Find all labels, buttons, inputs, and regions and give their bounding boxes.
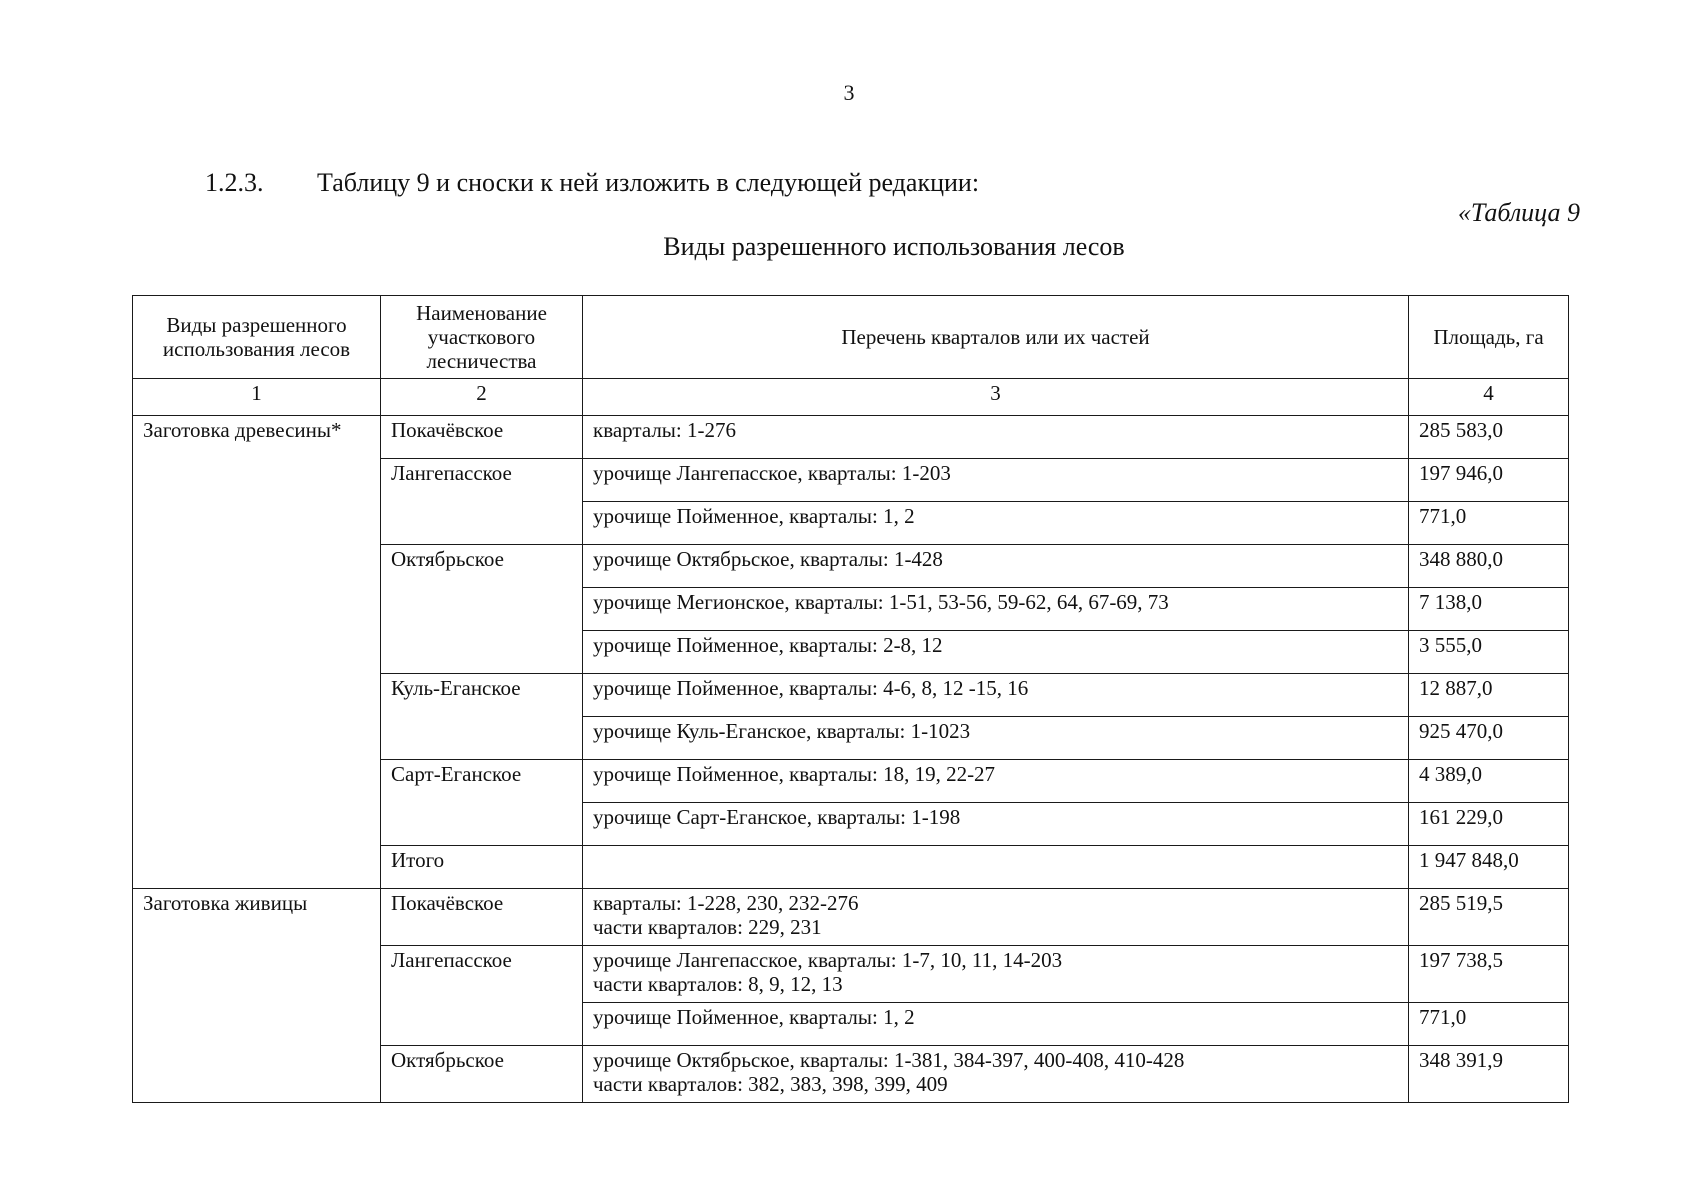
quarters-line: урочище Пойменное, кварталы: 18, 19, 22-27 [593, 762, 996, 786]
quarters-cell [583, 1046, 1409, 1103]
quarters-line: урочище Октябрьское, кварталы: 1-428 [593, 547, 943, 571]
quarters-cell [583, 717, 1409, 760]
header-quarters: Перечень кварталов или их частей [583, 296, 1409, 379]
area-cell: 3 555,0 [1409, 631, 1569, 674]
column-number: 4 [1409, 379, 1569, 416]
quarters-line: кварталы: 1-276 [593, 418, 736, 442]
quarters-cell [583, 889, 1409, 946]
quarters-cell [583, 502, 1409, 545]
amendment-item [205, 168, 979, 198]
area-cell: 197 738,5 [1409, 946, 1569, 1003]
table-header-row [133, 296, 1569, 379]
area-cell: 285 583,0 [1409, 416, 1569, 459]
quarters-cell [583, 588, 1409, 631]
forestry-cell: Сарт-Еганское [381, 760, 583, 846]
forest-use-table [132, 295, 1569, 1103]
quarters-line: урочище Сарт-Еганское, кварталы: 1-198 [593, 805, 961, 829]
column-number-row [133, 379, 1569, 416]
table-row [133, 889, 1569, 946]
quarters-cell [583, 545, 1409, 588]
item-number: 1.2.3. [205, 168, 264, 197]
quarters-line: урочище Лангепасское, кварталы: 1-7, 10, 11, 14-203 [593, 948, 1063, 972]
page-number: 3 [843, 80, 855, 105]
quarters-cell [583, 1003, 1409, 1046]
area-cell: 197 946,0 [1409, 459, 1569, 502]
forestry-cell: Лангепасское [381, 459, 583, 545]
quarters-cell [583, 803, 1409, 846]
area-cell: 348 880,0 [1409, 545, 1569, 588]
column-number: 2 [381, 379, 583, 416]
quarters-cell [583, 760, 1409, 803]
area-cell: 285 519,5 [1409, 889, 1569, 946]
quarters-line: урочище Лангепасское, кварталы: 1-203 [593, 461, 951, 485]
quarters-cell [583, 674, 1409, 717]
area-cell: 161 229,0 [1409, 803, 1569, 846]
column-number: 3 [583, 379, 1409, 416]
use-type-cell: Заготовка древесины* [133, 416, 381, 889]
quarters-cell [583, 459, 1409, 502]
table-body [133, 416, 1569, 1103]
quarters-line: части кварталов: 229, 231 [593, 915, 822, 939]
quarters-line: урочище Пойменное, кварталы: 1, 2 [593, 1005, 915, 1029]
forestry-cell: Лангепасское [381, 946, 583, 1046]
quarters-line: урочище Пойменное, кварталы: 1, 2 [593, 504, 915, 528]
forestry-cell: Октябрьское [381, 545, 583, 674]
forestry-cell: Покачёвское [381, 889, 583, 946]
forestry-cell: Покачёвское [381, 416, 583, 459]
table-label: «Таблица 9 [1457, 198, 1580, 227]
quarters-line: части кварталов: 382, 383, 398, 399, 409 [593, 1072, 948, 1096]
area-cell: 12 887,0 [1409, 674, 1569, 717]
header-use-type: Виды разрешенного использования лесов [133, 296, 381, 379]
area-cell: 771,0 [1409, 1003, 1569, 1046]
area-cell: 348 391,9 [1409, 1046, 1569, 1103]
total-area: 1 947 848,0 [1409, 846, 1569, 889]
quarters-line: урочище Мегионское, кварталы: 1-51, 53-56, 59-62, 64, 67-69, 73 [593, 590, 1169, 614]
item-text: Таблицу 9 и сноски к ней изложить в следующей редакции: [317, 168, 980, 197]
forestry-cell: Куль-Еганское [381, 674, 583, 760]
header-forestry: Наименование участкового лесничества [381, 296, 583, 379]
quarters-cell [583, 946, 1409, 1003]
table-title: Виды разрешенного использования лесов [663, 232, 1125, 261]
header-area: Площадь, га [1409, 296, 1569, 379]
quarters-cell [583, 631, 1409, 674]
forestry-cell: Октябрьское [381, 1046, 583, 1103]
area-cell: 7 138,0 [1409, 588, 1569, 631]
quarters-line: урочище Куль-Еганское, кварталы: 1-1023 [593, 719, 971, 743]
area-cell: 4 389,0 [1409, 760, 1569, 803]
area-cell: 925 470,0 [1409, 717, 1569, 760]
quarters-line: части кварталов: 8, 9, 12, 13 [593, 972, 843, 996]
use-type-cell: Заготовка живицы [133, 889, 381, 1103]
column-number: 1 [133, 379, 381, 416]
quarters-line: урочище Октябрьское, кварталы: 1-381, 384-397, 400-408, 410-428 [593, 1048, 1185, 1072]
quarters-line: урочище Пойменное, кварталы: 2-8, 12 [593, 633, 943, 657]
quarters-line: урочище Пойменное, кварталы: 4-6, 8, 12 -15, 16 [593, 676, 1029, 700]
quarters-cell [583, 416, 1409, 459]
total-label: Итого [381, 846, 583, 889]
area-cell: 771,0 [1409, 502, 1569, 545]
quarters-line: кварталы: 1-228, 230, 232-276 [593, 891, 859, 915]
total-empty-cell [583, 846, 1409, 889]
table-row [133, 416, 1569, 459]
